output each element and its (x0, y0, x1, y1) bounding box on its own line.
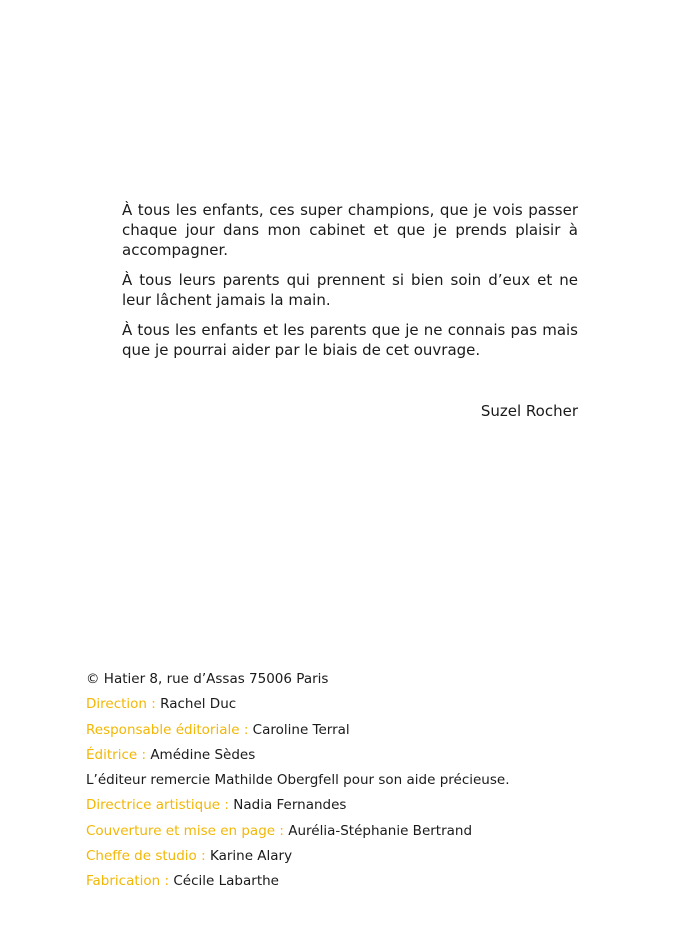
credit-responsable (86, 721, 646, 746)
credit-value: Cécile Labarthe (173, 873, 279, 890)
credit-value: Caroline Terral (252, 721, 350, 738)
credit-value: Nadia Fernandes (233, 797, 347, 814)
credit-value: Rachel Duc (160, 696, 237, 713)
dedication-paragraph-1: À tous les enfants, ces super champions, que je vois passer chaque jour dans mon cabinet et que je prends plaisir à accompagner. (122, 201, 578, 259)
dedication-paragraph-2: À tous leurs parents qui prennent si bien soin d’eux et ne leur lâchent jamais la main. (122, 271, 578, 309)
thanks-line: L’éditeur remercie Mathilde Obergfell pour son aide précieuse. (86, 772, 510, 789)
credit-label: Couverture et mise en page : (86, 822, 284, 839)
credit-studio (86, 847, 646, 872)
credit-label: Responsable éditoriale : (86, 721, 249, 738)
credit-label: Fabrication : (86, 873, 170, 890)
credit-value: Karine Alary (209, 848, 293, 865)
credit-couverture (86, 822, 646, 847)
dedication-paragraph-3: À tous les enfants et les parents que je ne connais pas mais que je pourrai aider par le biais de cet ouvrage. (122, 321, 578, 359)
copyright-line: © Hatier 8, rue d’Assas 75006 Paris (86, 671, 329, 687)
dedication (122, 200, 578, 370)
credit-direction (86, 695, 646, 720)
credit-value: Amédine Sèdes (150, 746, 256, 763)
credit-artistique (86, 796, 646, 821)
credits (86, 670, 646, 898)
credit-label: Direction : (86, 696, 156, 713)
credit-label: Éditrice : (86, 746, 147, 763)
signature: Suzel Rocher (480, 402, 578, 420)
credit-label: Directrice artistique : (86, 797, 229, 814)
credit-label: Cheffe de studio : (86, 848, 206, 865)
credit-fabrication (86, 872, 646, 897)
credit-value: Aurélia-Stéphanie Bertrand (288, 822, 473, 839)
credit-editrice (86, 746, 646, 771)
